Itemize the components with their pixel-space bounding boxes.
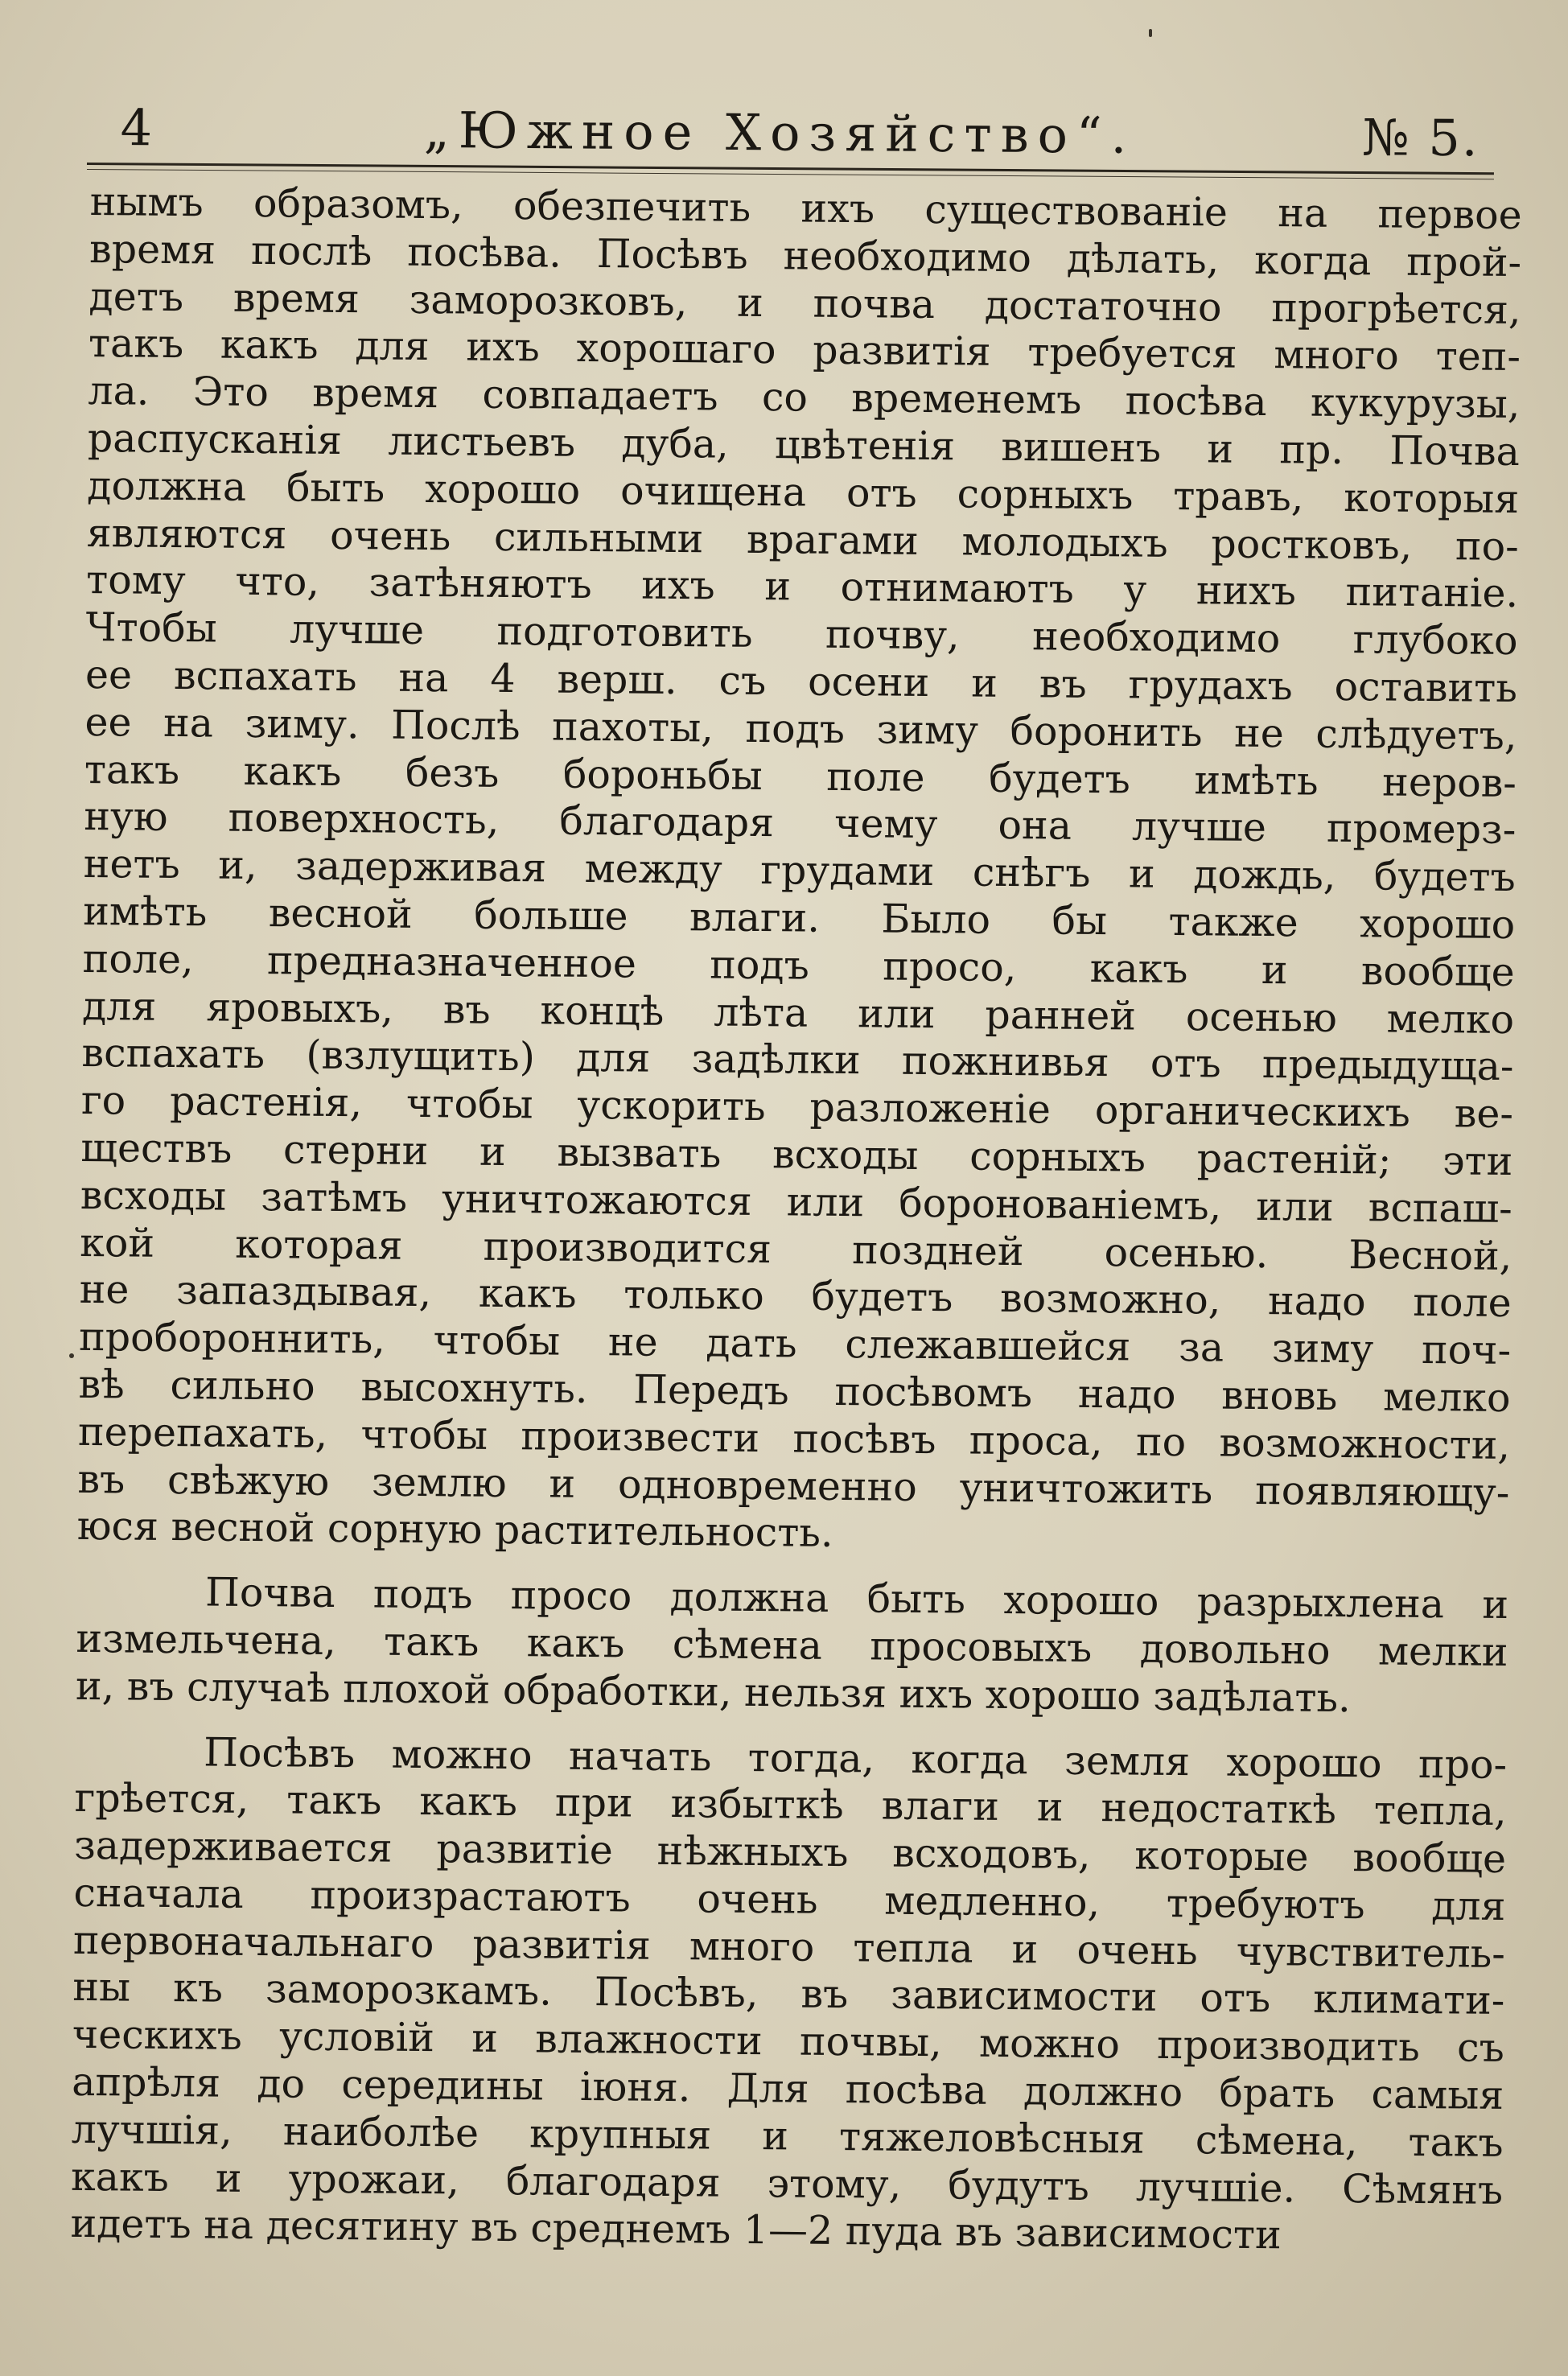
text-line: должна быть хорошо очищена отъ сорныхъ травъ, которыя bbox=[87, 462, 1520, 522]
header-rule bbox=[87, 163, 1494, 175]
text-line: первоначальнаго развитія много тепла и очень чувствитель- bbox=[72, 1917, 1506, 1977]
body-text bbox=[70, 179, 1522, 2262]
text-line: такъ какъ безъ бороньбы поле будетъ имѣть неров- bbox=[84, 746, 1517, 806]
journal-title: „Южное Хозяйство“. bbox=[423, 100, 1136, 165]
running-header bbox=[120, 90, 1480, 168]
text-line: не запаздывая, какъ только будетъ возможно, надо поле bbox=[79, 1266, 1512, 1327]
issue-number: № 5. bbox=[1361, 108, 1480, 168]
text-line: всходы затѣмъ уничтожаются или боронованіемъ, или вспаш- bbox=[80, 1172, 1513, 1232]
text-line: Почва подъ просо должна быть хорошо разрыхлена и bbox=[204, 1569, 1509, 1629]
text-line: сначала произрастаютъ очень медленно, требуютъ для bbox=[73, 1869, 1506, 1929]
text-line: ную поверхность, благодаря чему она лучше промерз- bbox=[84, 793, 1517, 854]
text-line: лучшія, наиболѣе крупныя и тяжеловѣсныя сѣмена, такъ bbox=[71, 2106, 1504, 2166]
text-line: являются очень сильными врагами молодыхъ ростковъ, по- bbox=[86, 509, 1519, 570]
text-line: идетъ на десятину въ среднемъ 1—2 пуда въ зависимости bbox=[70, 2201, 1282, 2259]
text-line: ее вспахать на 4 верш. съ осени и въ грудахъ оставить bbox=[84, 651, 1518, 712]
print-speck bbox=[69, 1353, 74, 1358]
text-line: нымъ образомъ, обезпечить ихъ существованіе на первое bbox=[89, 179, 1522, 239]
paragraph bbox=[76, 1568, 1509, 1723]
text-line: нетъ и, задерживая между грудами снѣгъ и дождь, будетъ bbox=[83, 841, 1517, 901]
text-line: задерживается развитіе нѣжныхъ всходовъ, которые вообще bbox=[73, 1822, 1507, 1883]
text-line: измельчена, такъ какъ сѣмена просовыхъ довольно мелки bbox=[76, 1615, 1508, 1675]
text-line: детъ время заморозковъ, и почва достаточно прогрѣется, bbox=[88, 273, 1521, 333]
text-line: такъ какъ для ихъ хорошаго развитія требуется много теп- bbox=[88, 320, 1521, 381]
text-line: юся весной сорную растительность. bbox=[76, 1503, 833, 1557]
text-line: кой которая производится поздней осенью. Весной, bbox=[80, 1219, 1512, 1279]
print-speck bbox=[1149, 29, 1152, 37]
text-line: пробороннить, чтобы не дать слежавшейся за зиму поч- bbox=[78, 1314, 1512, 1374]
text-line: тому что, затѣняютъ ихъ и отнимаютъ у нихъ питаніе. bbox=[85, 557, 1519, 617]
text-line: ее на зиму. Послѣ пахоты, подъ зиму боронить не слѣдуетъ, bbox=[84, 698, 1517, 759]
text-line: Чтобы лучше подготовить почву, необходимо глубоко bbox=[85, 604, 1518, 665]
text-line: ществъ стерни и вызвать всходы сорныхъ растеній; эти bbox=[80, 1124, 1513, 1184]
text-line: ла. Это время совпадаетъ со временемъ посѣва кукурузы, bbox=[88, 368, 1521, 428]
text-line: ческихъ условій и влажности почвы, можно производить съ bbox=[72, 2012, 1505, 2072]
page-number: 4 bbox=[120, 97, 153, 158]
text-line: Посѣвъ можно начать тогда, когда земля хорошо про- bbox=[203, 1728, 1508, 1788]
text-line: поле, предназначенное подъ просо, какъ и вообще bbox=[82, 935, 1515, 995]
text-line: имѣть весной больше влаги. Было бы также хорошо bbox=[82, 887, 1516, 948]
text-line: ны къ заморозкамъ. Посѣвъ, въ зависимости отъ климати- bbox=[72, 1964, 1505, 2024]
text-line: и, въ случаѣ плохой обработки, нельзя ихъ хорошо задѣлать. bbox=[75, 1662, 1352, 1721]
text-line: какъ и урожаи, благодаря этому, будутъ лучшіе. Сѣмянъ bbox=[70, 2153, 1504, 2213]
text-line: въ свѣжую землю и одновременно уничтожить появляющу- bbox=[77, 1456, 1510, 1516]
text-line: время послѣ посѣва. Посѣвъ необходимо дѣлать, когда прой- bbox=[88, 225, 1522, 286]
text-line: перепахать, чтобы произвести посѣвъ проса, по возможности, bbox=[77, 1408, 1511, 1468]
text-line: го растенія, чтобы ускорить разложеніе органическихъ ве- bbox=[80, 1077, 1514, 1138]
text-line: для яровыхъ, въ концѣ лѣта или ранней осенью мелко bbox=[81, 982, 1515, 1043]
text-line: грѣется, такъ какъ при избыткѣ влаги и недостаткѣ тепла, bbox=[74, 1775, 1507, 1835]
paragraph bbox=[77, 179, 1522, 1564]
text-line: распусканія листьевъ дуба, цвѣтенія вишенъ и пр. Почва bbox=[87, 414, 1521, 476]
text-line: вспахать (взлущить) для задѣлки пожнивья отъ предыдуща- bbox=[81, 1030, 1514, 1090]
paragraph bbox=[70, 1727, 1507, 2262]
text-line: вѣ сильно высохнуть. Передъ посѣвомъ надо вновь мелко bbox=[78, 1361, 1511, 1421]
text-line: апрѣля до середины іюня. Для посѣва должно брать самыя bbox=[72, 2058, 1504, 2119]
